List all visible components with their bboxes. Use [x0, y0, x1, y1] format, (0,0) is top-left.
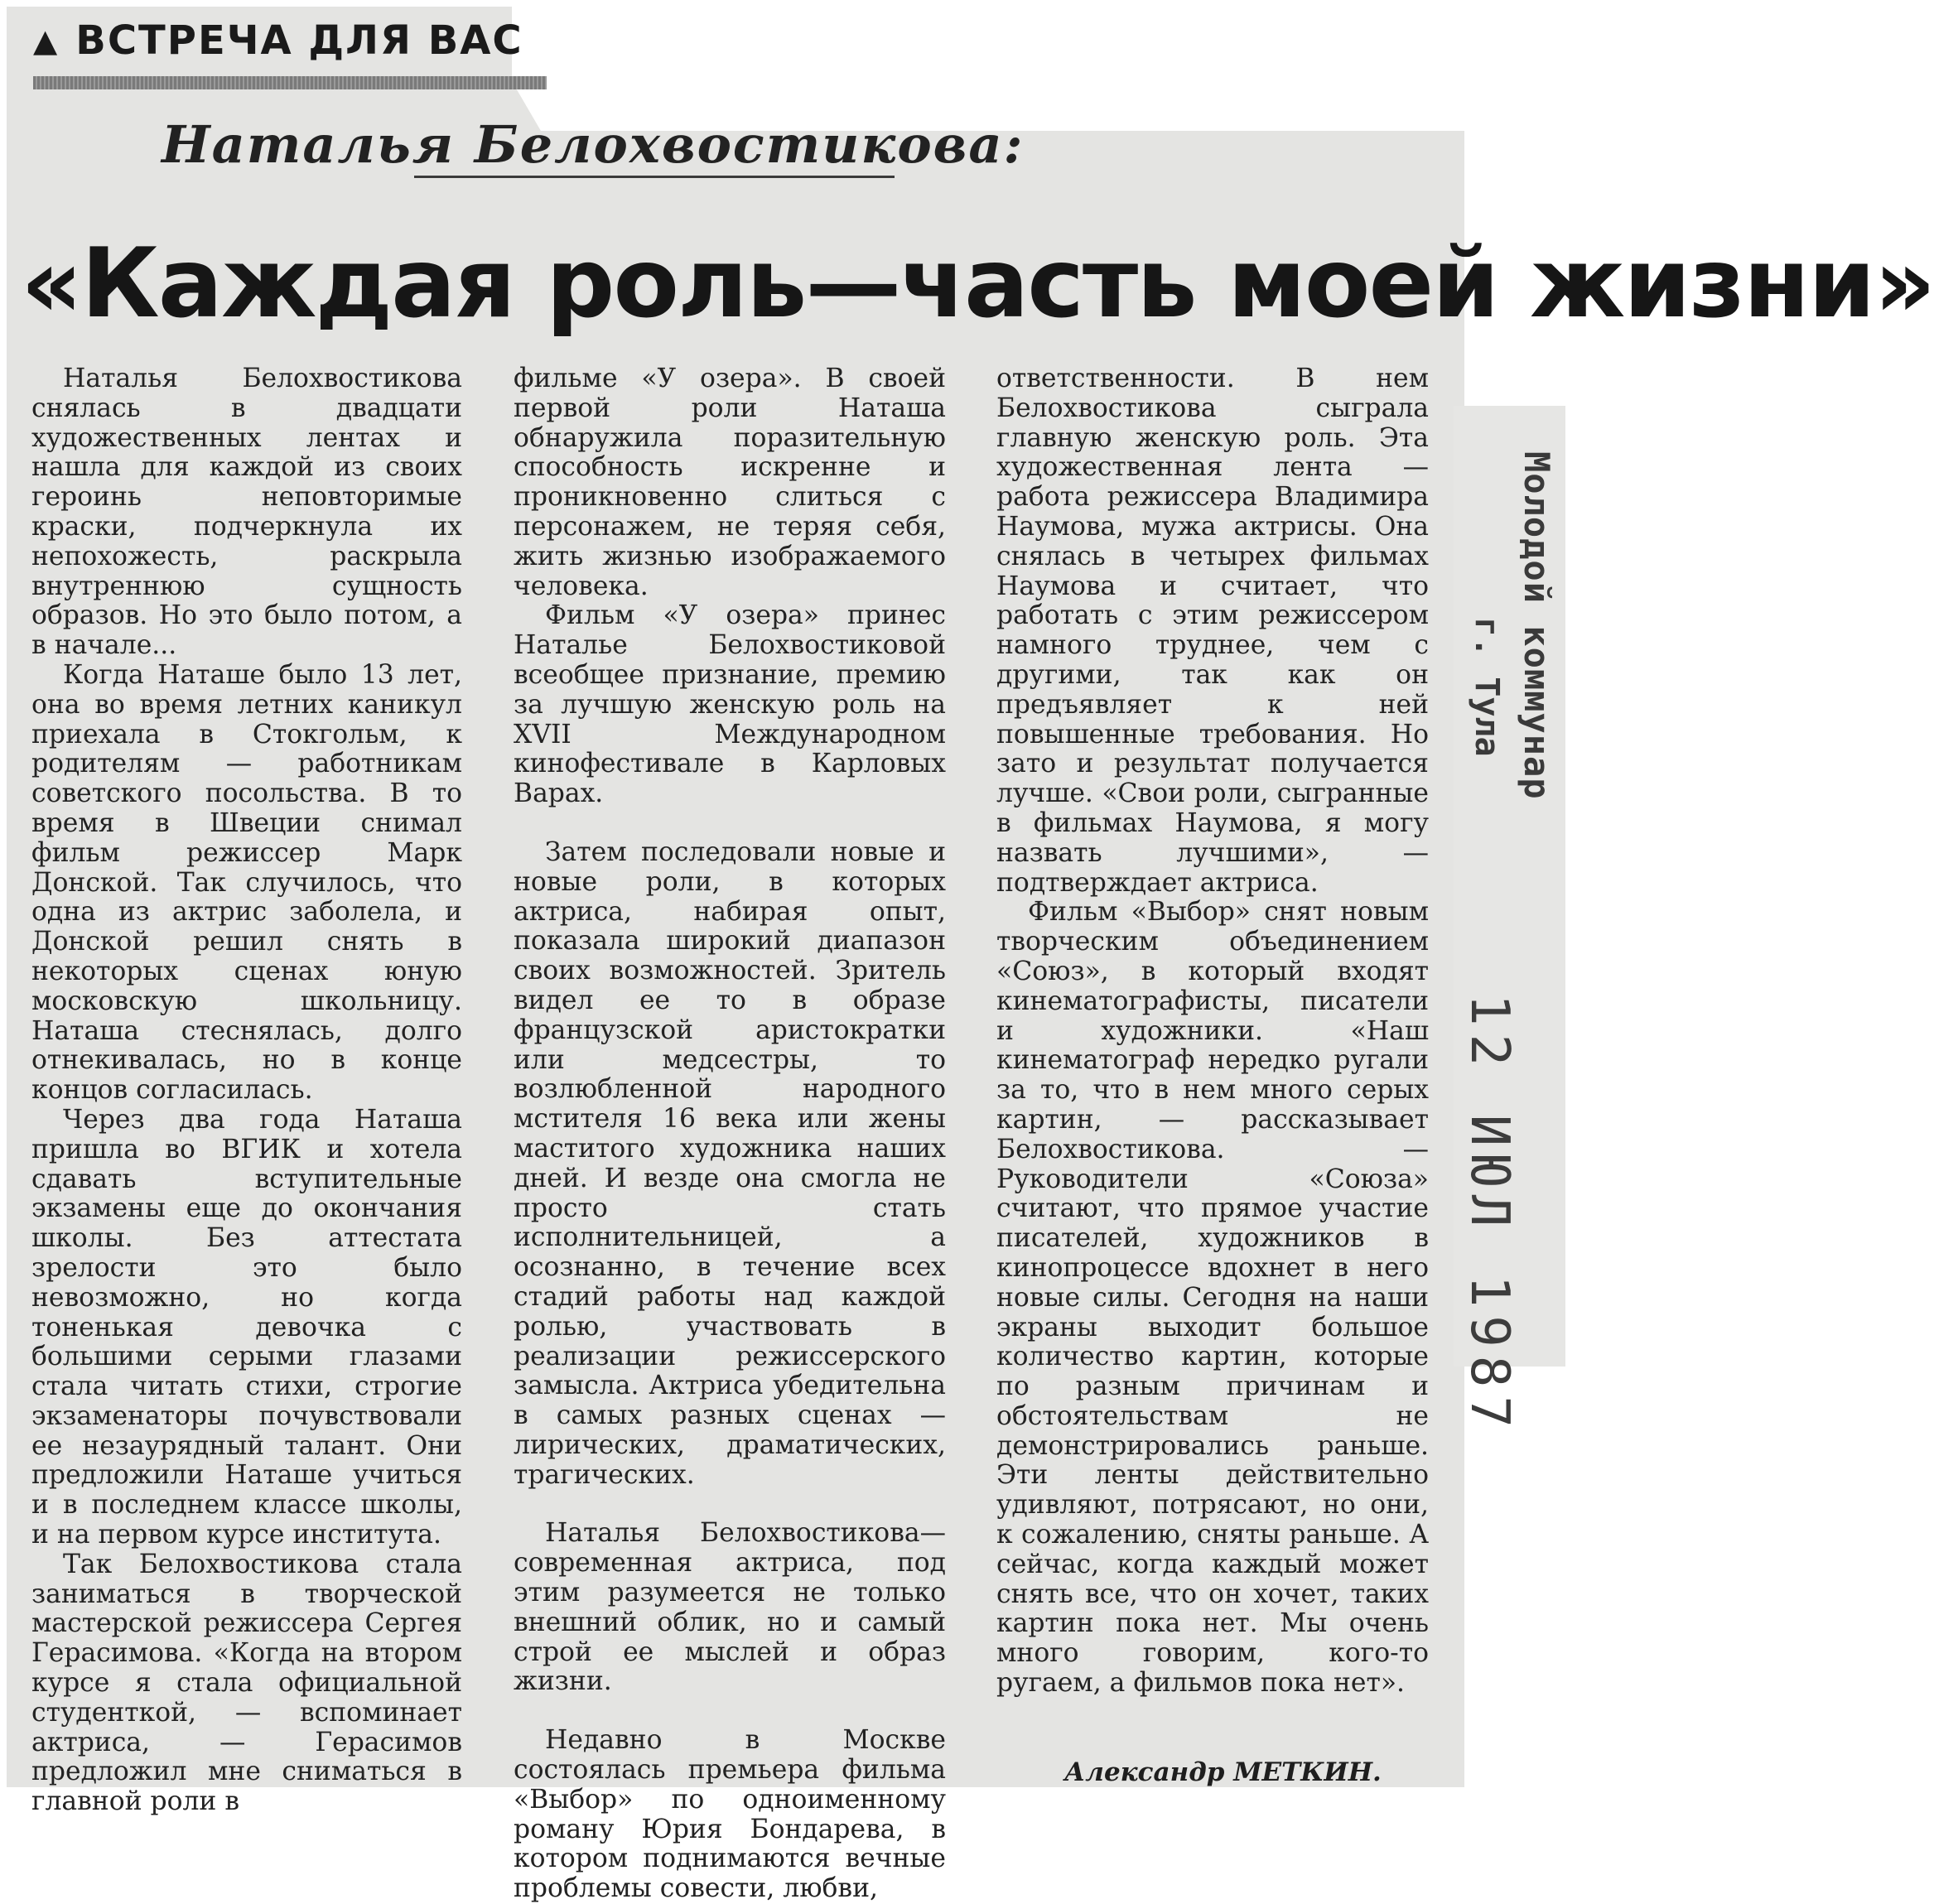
date-stamp: 12 ИЮЛ 1987 — [1459, 994, 1520, 1436]
newspaper-name-stamp: Молодой коммунар — [1517, 451, 1557, 800]
paragraph: ответственности. В нем Белохвостикова сыграла главную женскую роль. Эта художественная лента — работа режиссера Владимира Наумова, мужа актрисы. Она снялась в четырех фильмах Наумова и считает, что работать с этим режиссером намного труднее, чем с другими, так как он предъявляет к ней повышенные требования. Но зато и результат получается лучше. «Свои роли, сыгранные в фильмах Наумова, я могу назвать лучшими», — подтверждает актриса. — [996, 364, 1429, 898]
article-column-1 — [31, 364, 462, 1817]
rubric-header — [33, 7, 523, 75]
subtitle-underline — [414, 176, 895, 178]
paragraph: Когда Наташе было 13 лет, она во время летних каникул приехала в Стокгольм, к родителям — работникам советского посольства. В то время в Швеции снимал фильм режиссер Марк Донской. Так случилось, что одна из актрис заболела, и Донской решил снять в некоторых сценах юную московскую школьницу. Наташа стеснялась, долго отнекивалась, но в конце концов согласилась. — [31, 659, 462, 1106]
author-byline: Александр МЕТКИН. — [1064, 1757, 1382, 1787]
article-subtitle: Наталья Белохвостикова: — [162, 114, 1025, 175]
paragraph: фильме «У озера». В своей первой роли Наташа обнаружила поразительную способность искренне и проникновенно слиться с персонажем, не теряя себя, жить жизнью изображаемого человека. — [514, 364, 946, 601]
rubric-label: ВСТРЕЧА ДЛЯ ВАС — [75, 17, 523, 64]
paragraph: Через два года Наташа пришла во ВГИК и хотела сдавать вступительные экзамены еще до окончания школы. Без аттестата зрелости это было невозможно, но когда тоненькая девочка с большими серыми глазами стала читать стихи, строгие экзаменаторы почувствовали ее незаурядный талант. Они предложили Наташе учиться и в последнем классе школы, и на первом курсе института. — [31, 1104, 462, 1550]
paragraph: Фильм «Выбор» снят новым творческим объединением «Союз», в который входят кинематографисты, писатели и художники. «Наш кинематограф нередко ругали за то, что в нем много серых картин, — рассказывает Белохвостикова. — Руководители «Союза» считают, что прямое участие писателей, художников в кинопроцессе вдохнет в него новые силы. Сегодня на наши экраны выходит большое количество картин, которые по разным причинам и обстоятельствам не демонстрировались раньше. Эти ленты действительно удивляют, потрясают, но они, к сожалению, сняты раньше. А сейчас, когда каждый может снять все, что он хочет, таких картин пока нет. Мы очень много говорим, кого-то ругаем, а фильмов пока нет». — [996, 897, 1429, 1699]
paragraph: Недавно в Москве состоялась премьера фильма «Выбор» по одноименному роману Юрия Бондарева, в котором поднимаются вечные проблемы совести, любви, — [514, 1725, 946, 1904]
paragraph: Фильм «У озера» принес Наталье Белохвостиковой всеобщее признание, премию за лучшую женскую роль на XVII Международном кинофестивале в Карловых Варах. — [514, 600, 946, 809]
paragraph: Наталья Белохвостикова снялась в двадцати художественных лентах и нашла для каждой из своих героинь неповторимые краски, подчеркнула их непохожесть, раскрыла внутреннюю сущность образов. Но это было потом, а в начале... — [31, 364, 462, 661]
triangle-icon: ▲ — [33, 22, 60, 59]
city-stamp: г. Тула — [1468, 617, 1506, 757]
article-column-2 — [514, 364, 946, 1904]
paragraph: Наталья Белохвостикова— современная актриса, под этим разумеется не только внешний облик, но и самый строй ее мыслей и образ жизни. — [514, 1518, 946, 1697]
rubric-rule — [33, 76, 547, 89]
paragraph: Затем последовали новые и новые роли, в которых актриса, набирая опыт, показала широкий диапазон своих возможностей. Зритель видел ее то в образе французской аристократки или медсестры, то возлюбленной народного мстителя 16 века или жены маститого художника наших дней. И везде она смогла не просто стать исполнительницей, а осознанно, в течение всех стадий работы над каждой ролью, участвовать в реализации режиссерского замысла. Актриса убедительна в самых разных сценах — лирических, драматических, трагических. — [514, 836, 946, 1490]
paragraph: Так Белохвостикова стала заниматься в творческой мастерской режиссера Сергея Герасимова. «Когда на втором курсе я стала официальной студенткой, — вспоминает актриса, — Герасимов предложил мне сниматься в главной роли в — [31, 1549, 462, 1817]
article-column-3 — [996, 364, 1429, 1699]
article-headline: «Каждая роль—часть моей жизни» — [21, 228, 1934, 340]
